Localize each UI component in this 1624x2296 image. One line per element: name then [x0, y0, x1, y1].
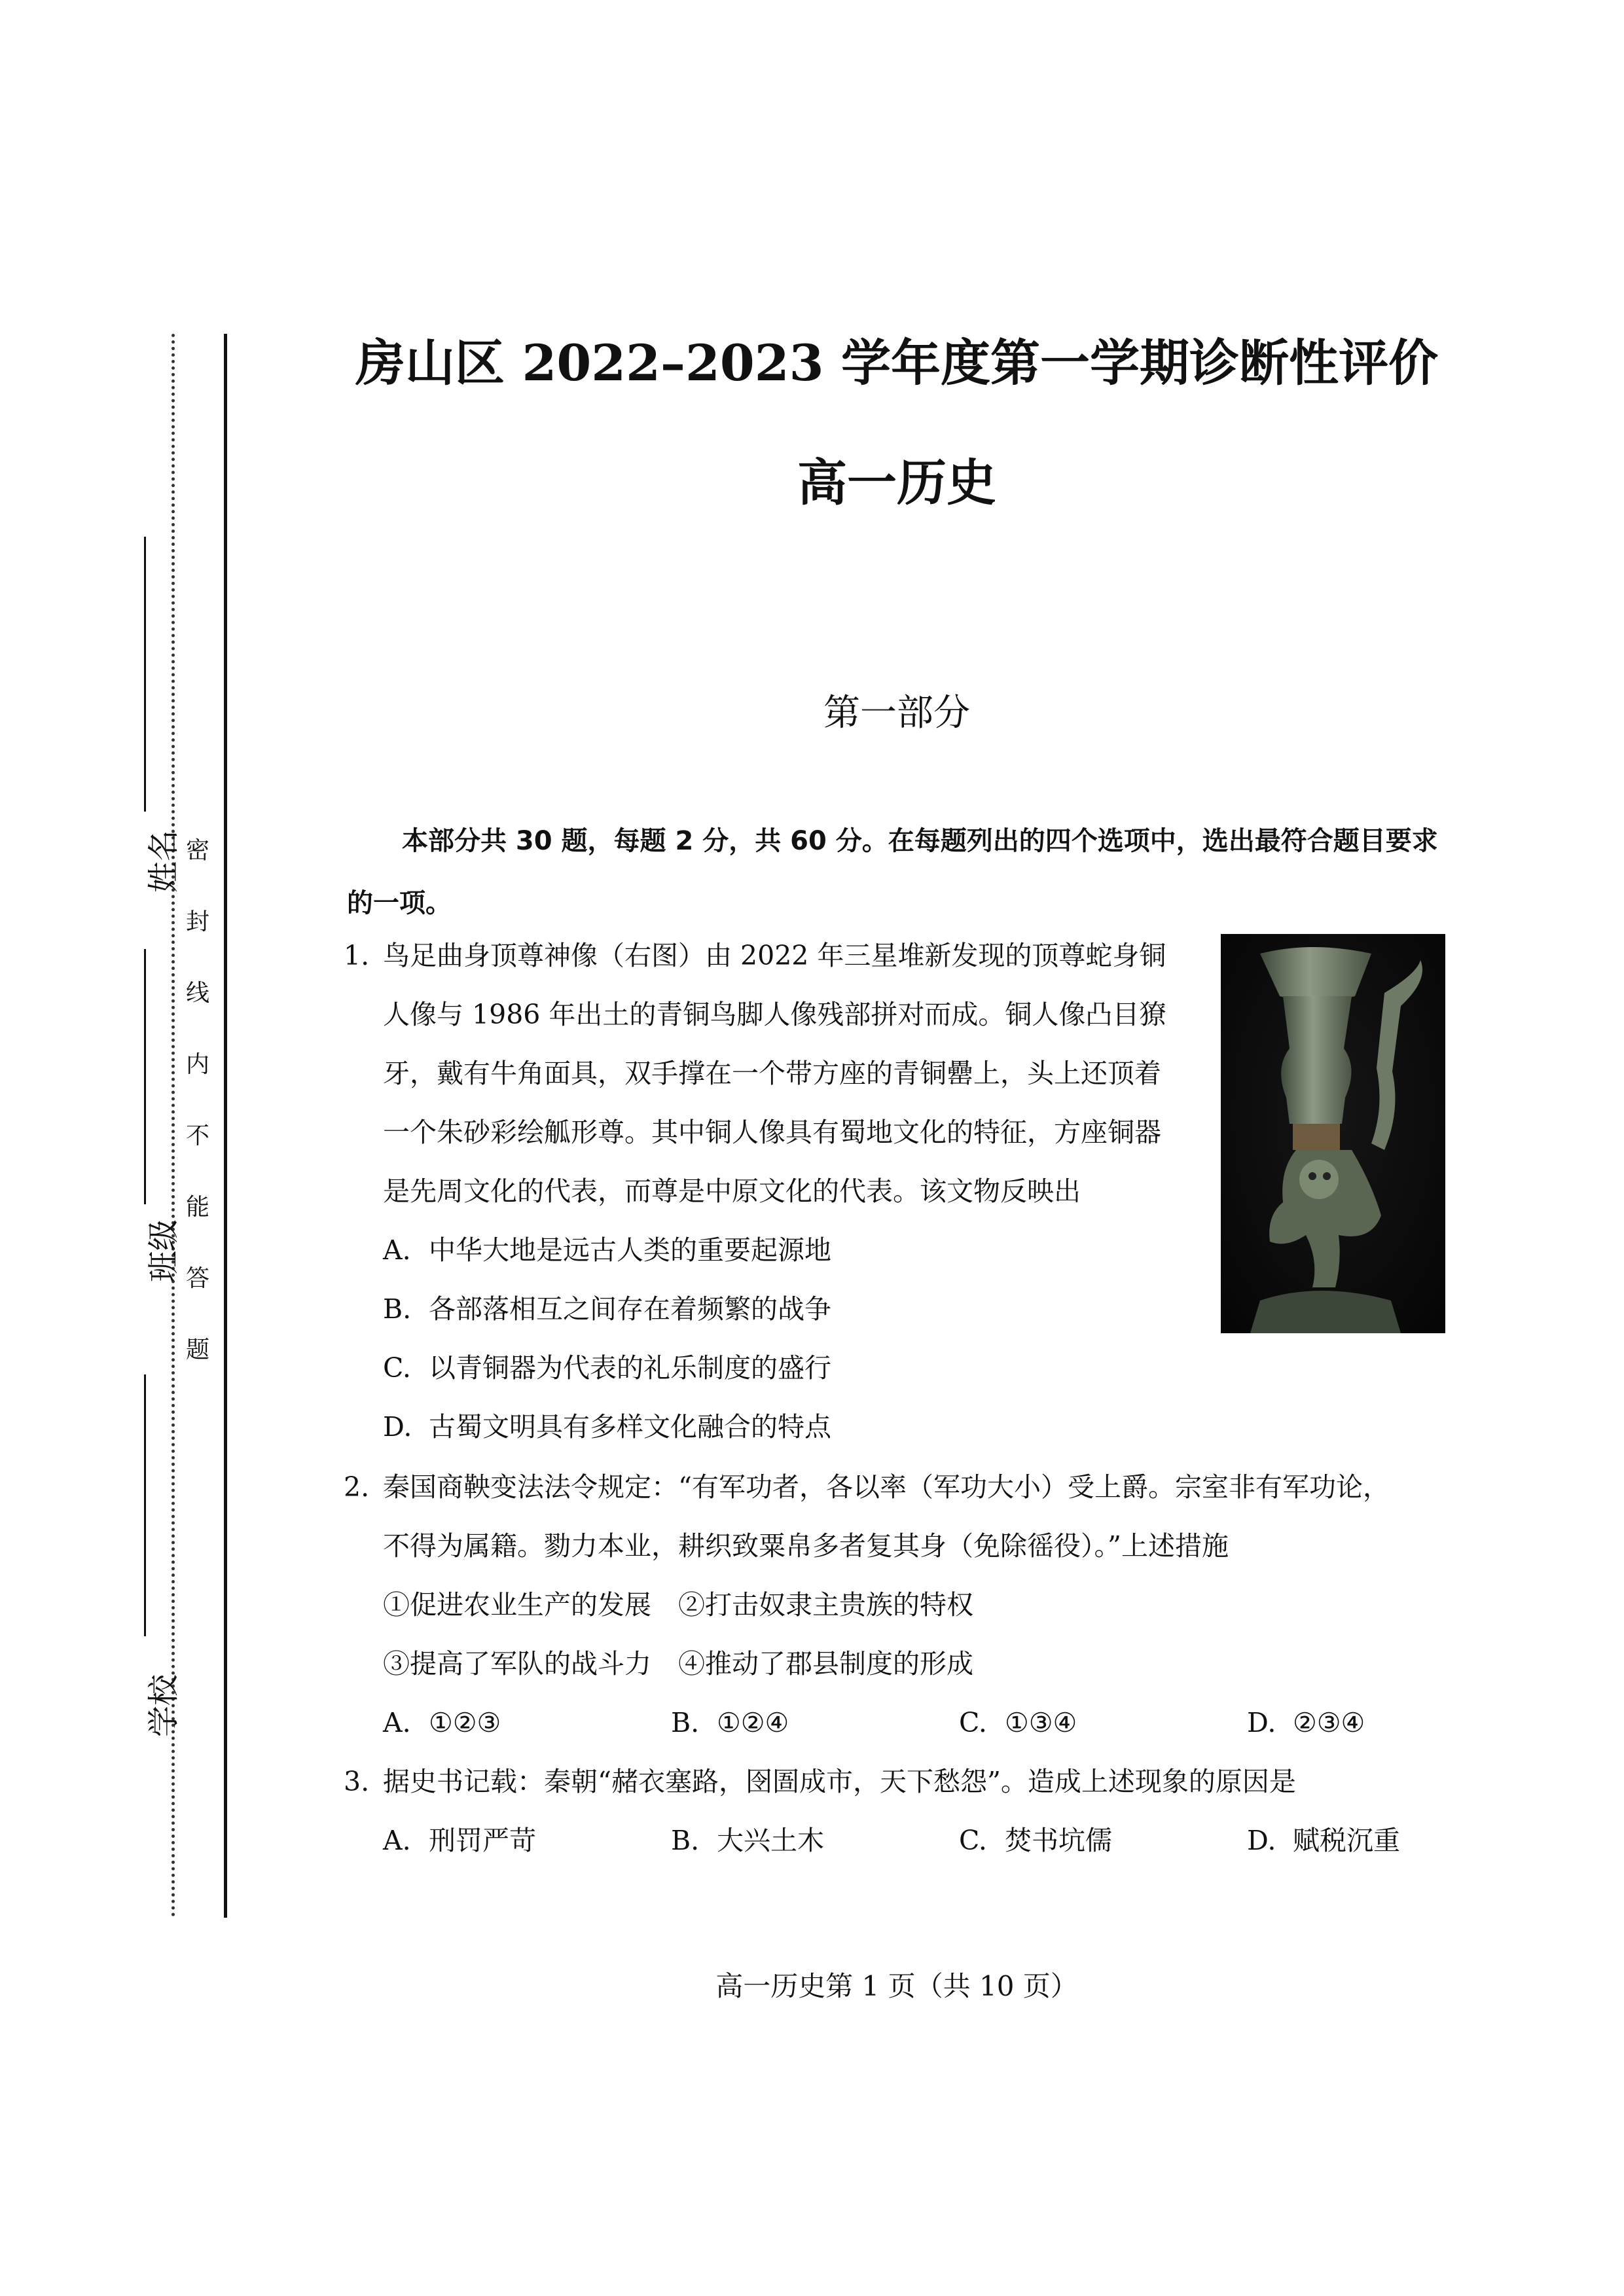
school-field-line [144, 1374, 146, 1636]
question-3-option-a [383, 1821, 536, 1860]
option-letter: A. [383, 1707, 411, 1738]
seal-char: 能 [185, 1194, 209, 1221]
option-text: ①②③ [429, 1707, 501, 1738]
question-text-line: 是先周文化的代表，而尊是中原文化的代表。该文物反映出 [383, 1175, 1081, 1207]
part-title: 第一部分 [823, 692, 970, 734]
option-text: 刑罚严苛 [429, 1825, 536, 1856]
question-text-line: 秦国商鞅变法法令规定：“有军功者，各以率（军功大小）受上爵。宗室非有军功论， [383, 1471, 1390, 1503]
question-1-option-c [383, 1348, 831, 1388]
option-text: ②③④ [1293, 1707, 1365, 1738]
option-text: 以青铜器为代表的礼乐制度的盛行 [429, 1352, 831, 1384]
option-text: 古蜀文明具有多样文化融合的特点 [429, 1411, 831, 1443]
seal-line-notice [178, 831, 217, 1402]
option-letter: D. [1247, 1825, 1276, 1856]
option-text: 赋税沉重 [1293, 1825, 1400, 1856]
option-text: 大兴土木 [717, 1825, 824, 1856]
school-field-label: 学校 [145, 1674, 182, 1738]
question-number: 1. [344, 940, 370, 971]
question-2-option-d [1247, 1703, 1365, 1742]
option-letter: C. [383, 1352, 411, 1384]
question-number: 2. [344, 1471, 370, 1503]
option-text: 中华大地是远古人类的重要起源地 [429, 1234, 831, 1266]
option-letter: A. [383, 1825, 411, 1856]
question-2-option-b [671, 1703, 789, 1742]
question-1-option-d [383, 1407, 831, 1446]
option-text: 各部落相互之间存在着频繁的战争 [429, 1293, 831, 1325]
question-text-line: 一个朱砂彩绘觚形尊。其中铜人像具有蜀地文化的特征，方座铜器 [383, 1117, 1161, 1148]
class-field [85, 949, 182, 1289]
bronze-statue-photo [1221, 934, 1445, 1333]
question-number: 3. [344, 1766, 370, 1797]
option-text: ①②④ [717, 1707, 789, 1738]
name-field [85, 537, 182, 893]
question-2-statement-line: ①促进农业生产的发展 ②打击奴隶主贵族的特权 [383, 1589, 973, 1621]
question-text-line: 据史书记载：秦朝“赭衣塞路，囹圄成市，天下愁怨”。造成上述现象的原因是 [383, 1766, 1296, 1797]
option-letter: B. [671, 1825, 700, 1856]
question-2-statement-line: ③提高了军队的战斗力 ④推动了郡县制度的形成 [383, 1648, 973, 1679]
option-letter: B. [383, 1293, 412, 1325]
part-instructions: 本部分共 30 题，每题 2 分，共 60 分。在每题列出的四个选项中，选出最符合题目要求的一项。 [347, 826, 1438, 918]
question-text-line: 鸟足曲身顶尊神像（右图）由 2022 年三星堆新发现的顶尊蛇身铜 [383, 940, 1166, 971]
page-footer: 高一历史第 1 页（共 10 页） [715, 1970, 1078, 2002]
option-letter: D. [383, 1411, 412, 1443]
seal-char: 线 [185, 980, 209, 1007]
question-1-stem [344, 936, 1166, 975]
question-1-option-a [383, 1230, 831, 1270]
seal-char: 不 [185, 1122, 209, 1149]
seal-char: 答 [185, 1265, 209, 1292]
class-field-line [144, 949, 146, 1204]
option-letter: C. [959, 1825, 987, 1856]
name-field-line [144, 537, 146, 812]
seal-char: 封 [185, 908, 209, 935]
question-text-line: 人像与 1986 年出土的青铜鸟脚人像残部拼对而成。铜人像凸目獠 [383, 999, 1166, 1030]
question-1-option-b [383, 1289, 831, 1329]
question-3-stem [344, 1762, 1296, 1801]
option-text: 焚书坑儒 [1005, 1825, 1112, 1856]
question-3-option-b [671, 1821, 824, 1860]
binding-solid-line [224, 334, 227, 1918]
option-letter: A. [383, 1234, 411, 1266]
exam-subject: 高一历史 [797, 454, 996, 512]
seal-char: 内 [185, 1051, 209, 1078]
option-letter: D. [1247, 1707, 1276, 1738]
seal-char: 题 [185, 1336, 209, 1363]
school-field [85, 1374, 182, 1738]
name-field-label: 姓名 [145, 830, 182, 893]
question-2-stem [344, 1467, 1390, 1507]
option-letter: B. [671, 1707, 700, 1738]
option-text: ①③④ [1005, 1707, 1077, 1738]
question-text-line: 不得为属籍。勠力本业，耕织致粟帛多者复其身（免除徭役）。”上述措施 [383, 1530, 1229, 1562]
option-letter: C. [959, 1707, 987, 1738]
class-field-label: 班级 [145, 1219, 182, 1283]
exam-title: 房山区 2022–2023 学年度第一学期诊断性评价 [355, 334, 1438, 392]
question-text-line: 牙，戴有牛角面具，双手撑在一个带方座的青铜罍上，头上还顶着 [383, 1058, 1161, 1089]
question-2-option-a [383, 1703, 501, 1742]
seal-char: 密 [185, 837, 209, 864]
question-3-option-d [1247, 1821, 1400, 1860]
question-3-option-c [959, 1821, 1112, 1860]
question-2-option-c [959, 1703, 1077, 1742]
